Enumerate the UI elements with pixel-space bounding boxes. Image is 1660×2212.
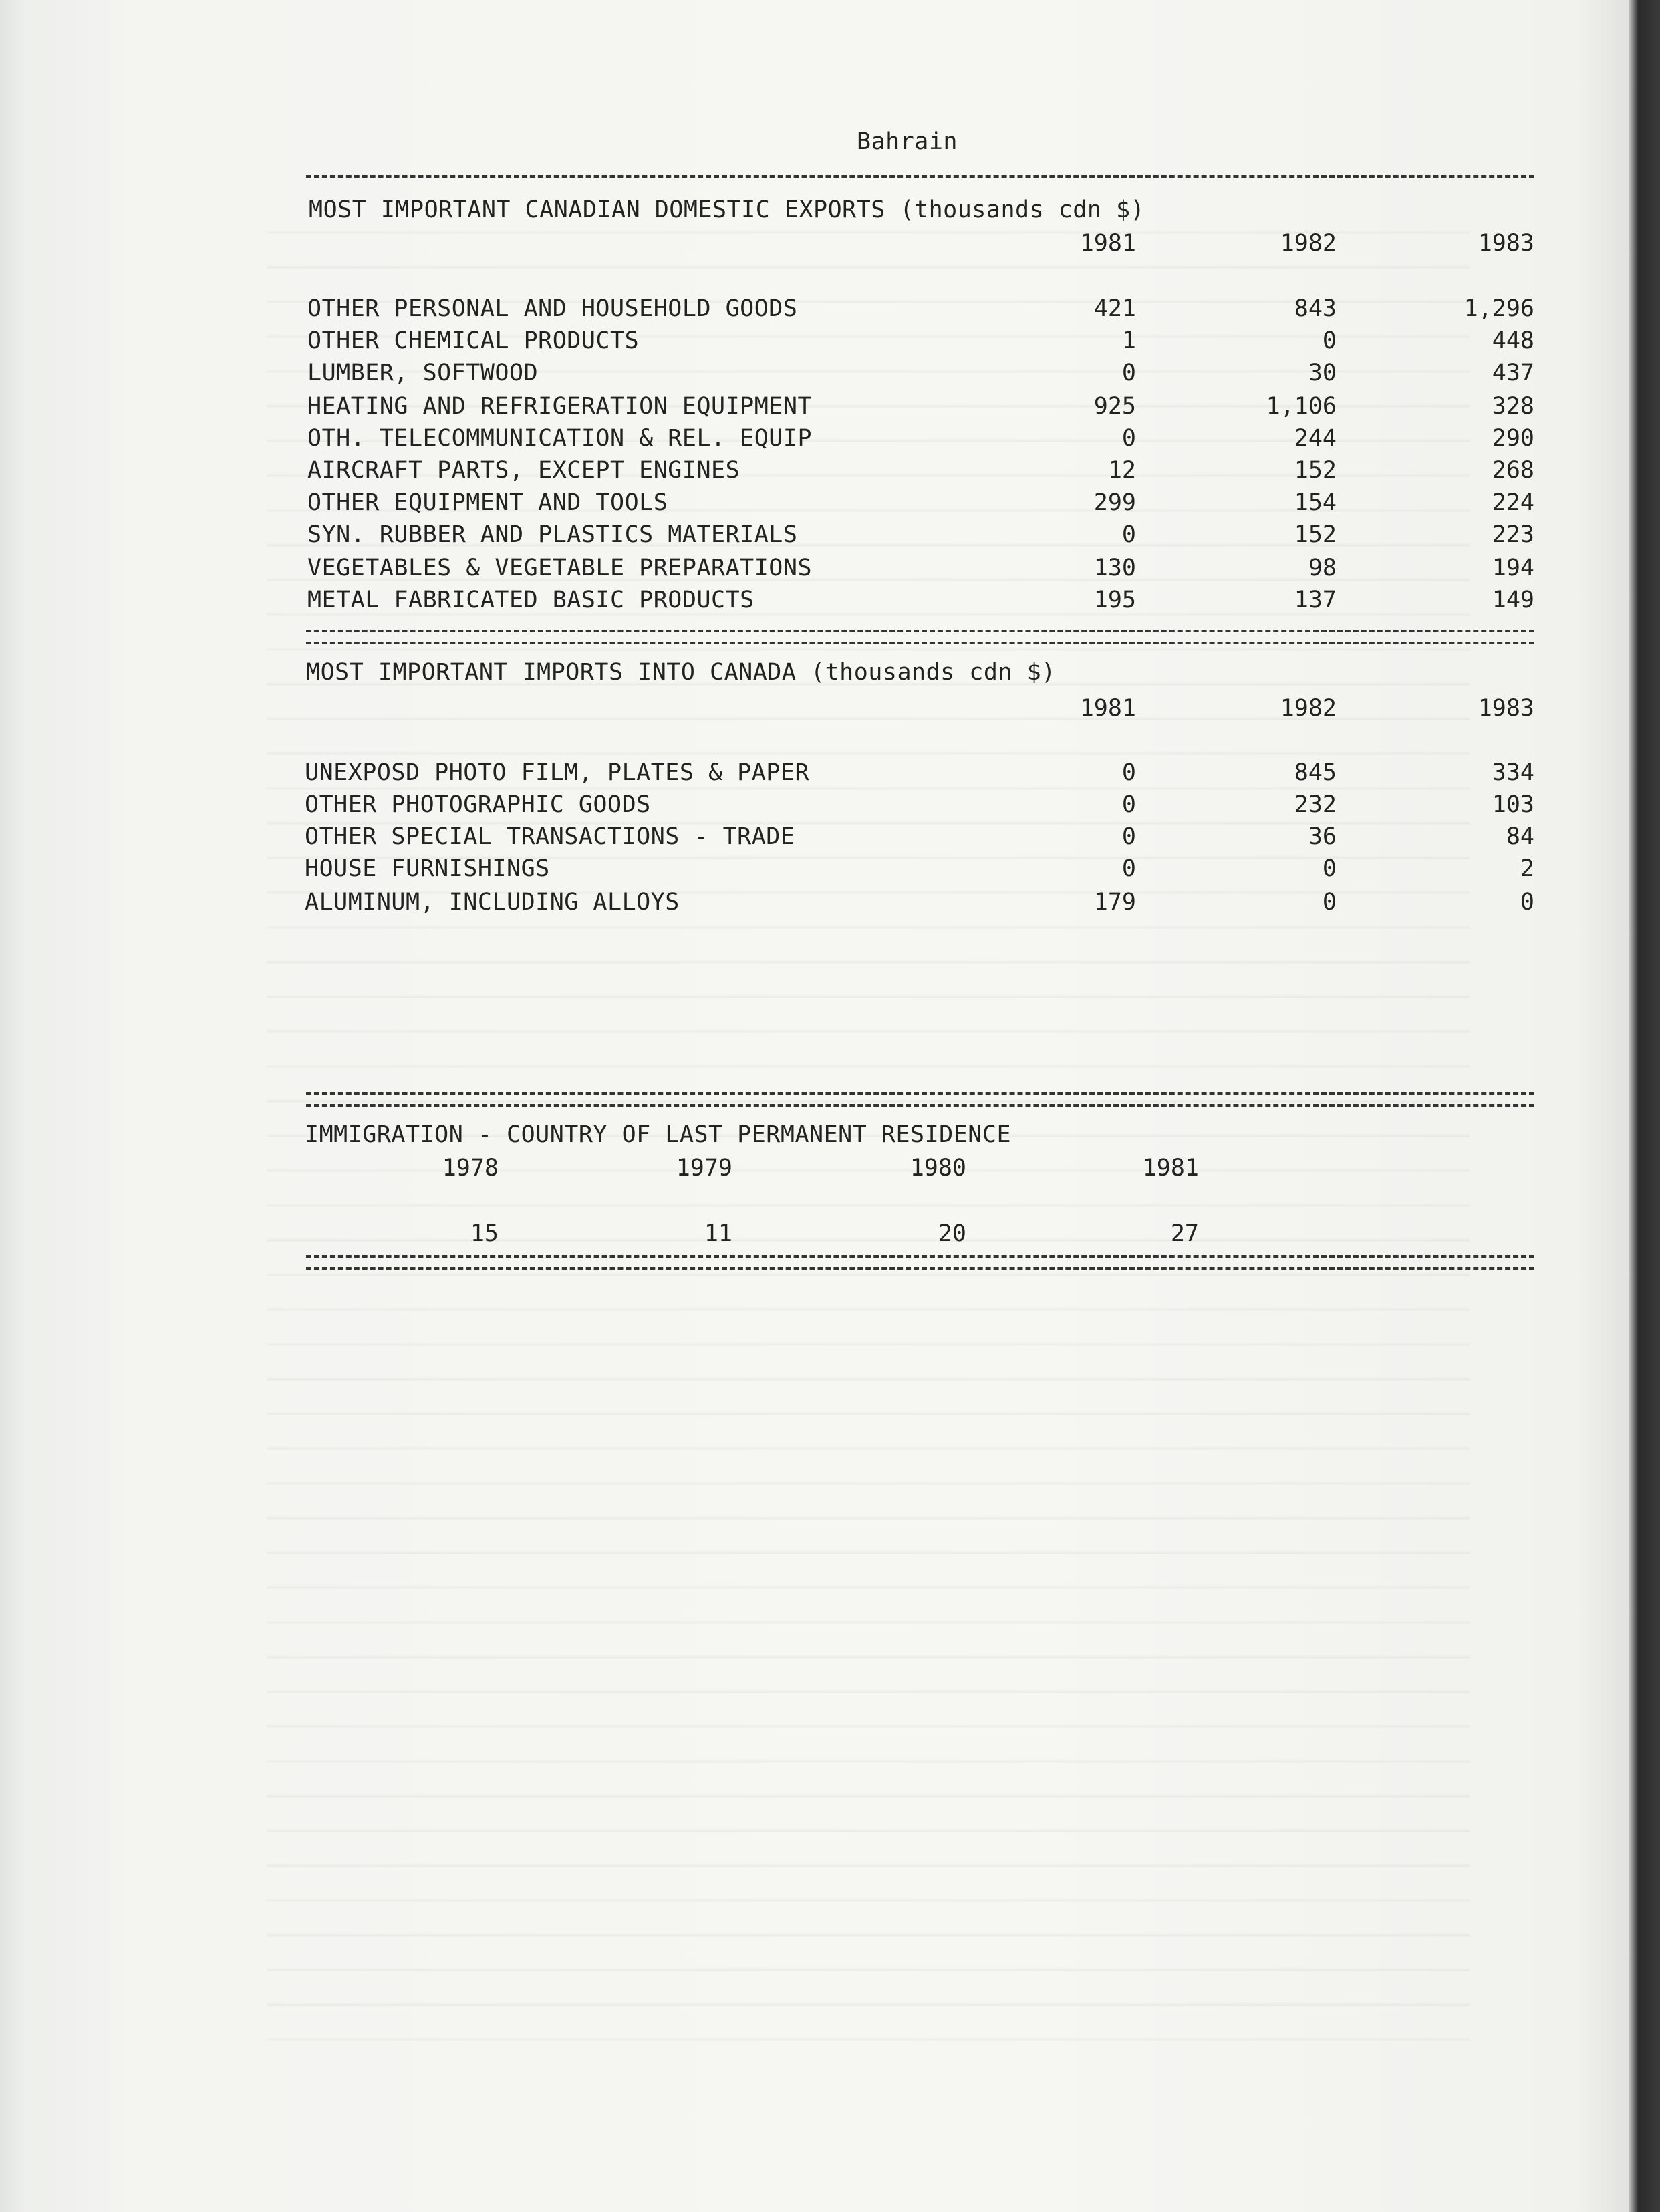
imports-year-1983: 1983 xyxy=(1478,695,1534,722)
row-label: LUMBER, SOFTWOOD xyxy=(307,360,539,386)
row-label: OTHER CHEMICAL PRODUCTS xyxy=(307,327,640,354)
value-1982: 98 xyxy=(1308,555,1337,581)
divider-top xyxy=(306,175,1534,178)
binder-edge xyxy=(1629,0,1660,2212)
value-1981: 299 xyxy=(1093,489,1136,516)
value-1983: 437 xyxy=(1492,360,1534,386)
imports-heading: MOST IMPORTANT IMPORTS INTO CANADA (thousands cdn $) xyxy=(306,659,1056,686)
immigration-value-1981: 27 xyxy=(1170,1220,1199,1247)
value-1982: 0 xyxy=(1322,327,1337,354)
row-label: AIRCRAFT PARTS, EXCEPT ENGINES xyxy=(307,457,740,484)
row-label: UNEXPOSD PHOTO FILM, PLATES & PAPER xyxy=(305,759,810,786)
value-1983: 328 xyxy=(1492,393,1534,420)
row-label: SYN. RUBBER AND PLASTICS MATERIALS xyxy=(307,521,798,548)
value-1982: 152 xyxy=(1294,457,1337,484)
row-label: OTHER PHOTOGRAPHIC GOODS xyxy=(305,791,651,818)
divider-imports-end xyxy=(306,1092,1534,1095)
value-1983: 0 xyxy=(1520,889,1534,916)
page-title: Bahrain xyxy=(857,128,958,155)
value-1982: 0 xyxy=(1322,855,1337,882)
immigration-year-1980: 1980 xyxy=(910,1155,966,1182)
value-1982: 36 xyxy=(1308,823,1337,850)
row-label: ALUMINUM, INCLUDING ALLOYS xyxy=(305,889,680,916)
value-1983: 103 xyxy=(1492,791,1534,818)
value-1981: 1 xyxy=(1121,327,1136,354)
row-label: METAL FABRICATED BASIC PRODUCTS xyxy=(307,587,754,613)
value-1983: 448 xyxy=(1492,327,1534,354)
divider-exports-imports-2 xyxy=(306,642,1534,644)
value-1983: 1,296 xyxy=(1464,295,1534,322)
value-1983: 224 xyxy=(1492,489,1534,516)
value-1982: 30 xyxy=(1308,360,1337,386)
value-1981: 0 xyxy=(1121,855,1136,882)
immigration-year-1981: 1981 xyxy=(1142,1155,1199,1182)
value-1983: 223 xyxy=(1492,521,1534,548)
value-1981: 179 xyxy=(1093,889,1136,916)
value-1981: 130 xyxy=(1093,555,1136,581)
imports-year-1981: 1981 xyxy=(1079,695,1136,722)
row-label: OTH. TELECOMMUNICATION & REL. EQUIP xyxy=(307,425,813,452)
value-1982: 843 xyxy=(1294,295,1337,322)
row-label: OTHER EQUIPMENT AND TOOLS xyxy=(307,489,668,516)
exports-heading: MOST IMPORTANT CANADIAN DOMESTIC EXPORTS (thousands cdn $) xyxy=(309,196,1145,223)
immigration-value-1979: 11 xyxy=(704,1220,732,1247)
exports-year-1981: 1981 xyxy=(1079,230,1136,257)
value-1981: 0 xyxy=(1121,425,1136,452)
value-1983: 194 xyxy=(1492,555,1534,581)
row-label: OTHER PERSONAL AND HOUSEHOLD GOODS xyxy=(307,295,798,322)
value-1982: 152 xyxy=(1294,521,1337,548)
value-1983: 268 xyxy=(1492,457,1534,484)
value-1983: 290 xyxy=(1492,425,1534,452)
value-1983: 2 xyxy=(1520,855,1534,882)
value-1981: 0 xyxy=(1121,521,1136,548)
exports-year-1982: 1982 xyxy=(1280,230,1337,257)
exports-year-1983: 1983 xyxy=(1478,230,1534,257)
row-label: OTHER SPECIAL TRANSACTIONS - TRADE xyxy=(305,823,795,850)
immigration-value-1978: 15 xyxy=(470,1220,499,1247)
value-1982: 244 xyxy=(1294,425,1337,452)
immigration-value-1980: 20 xyxy=(938,1220,966,1247)
row-label: HEATING AND REFRIGERATION EQUIPMENT xyxy=(307,393,813,420)
value-1982: 137 xyxy=(1294,587,1337,613)
immigration-year-1979: 1979 xyxy=(676,1155,732,1182)
value-1981: 0 xyxy=(1121,360,1136,386)
value-1983: 334 xyxy=(1492,759,1534,786)
value-1981: 0 xyxy=(1121,759,1136,786)
value-1981: 0 xyxy=(1121,823,1136,850)
immigration-year-1978: 1978 xyxy=(442,1155,499,1182)
divider-immigration-top xyxy=(306,1104,1534,1107)
row-label: HOUSE FURNISHINGS xyxy=(305,855,550,882)
value-1981: 925 xyxy=(1093,393,1136,420)
imports-year-1982: 1982 xyxy=(1280,695,1337,722)
value-1982: 154 xyxy=(1294,489,1337,516)
value-1982: 232 xyxy=(1294,791,1337,818)
value-1981: 12 xyxy=(1107,457,1136,484)
value-1982: 1,106 xyxy=(1266,393,1337,420)
divider-exports-imports-1 xyxy=(306,630,1534,632)
divider-immigration-end-1 xyxy=(306,1255,1534,1258)
value-1983: 84 xyxy=(1506,823,1534,850)
row-label: VEGETABLES & VEGETABLE PREPARATIONS xyxy=(307,555,813,581)
value-1981: 0 xyxy=(1121,791,1136,818)
page-left-edge xyxy=(0,0,27,2212)
divider-immigration-end-2 xyxy=(306,1267,1534,1270)
value-1982: 0 xyxy=(1322,889,1337,916)
immigration-heading: IMMIGRATION - COUNTRY OF LAST PERMANENT RESIDENCE xyxy=(305,1121,1012,1148)
value-1981: 195 xyxy=(1093,587,1136,613)
value-1982: 845 xyxy=(1294,759,1337,786)
value-1983: 149 xyxy=(1492,587,1534,613)
value-1981: 421 xyxy=(1093,295,1136,322)
